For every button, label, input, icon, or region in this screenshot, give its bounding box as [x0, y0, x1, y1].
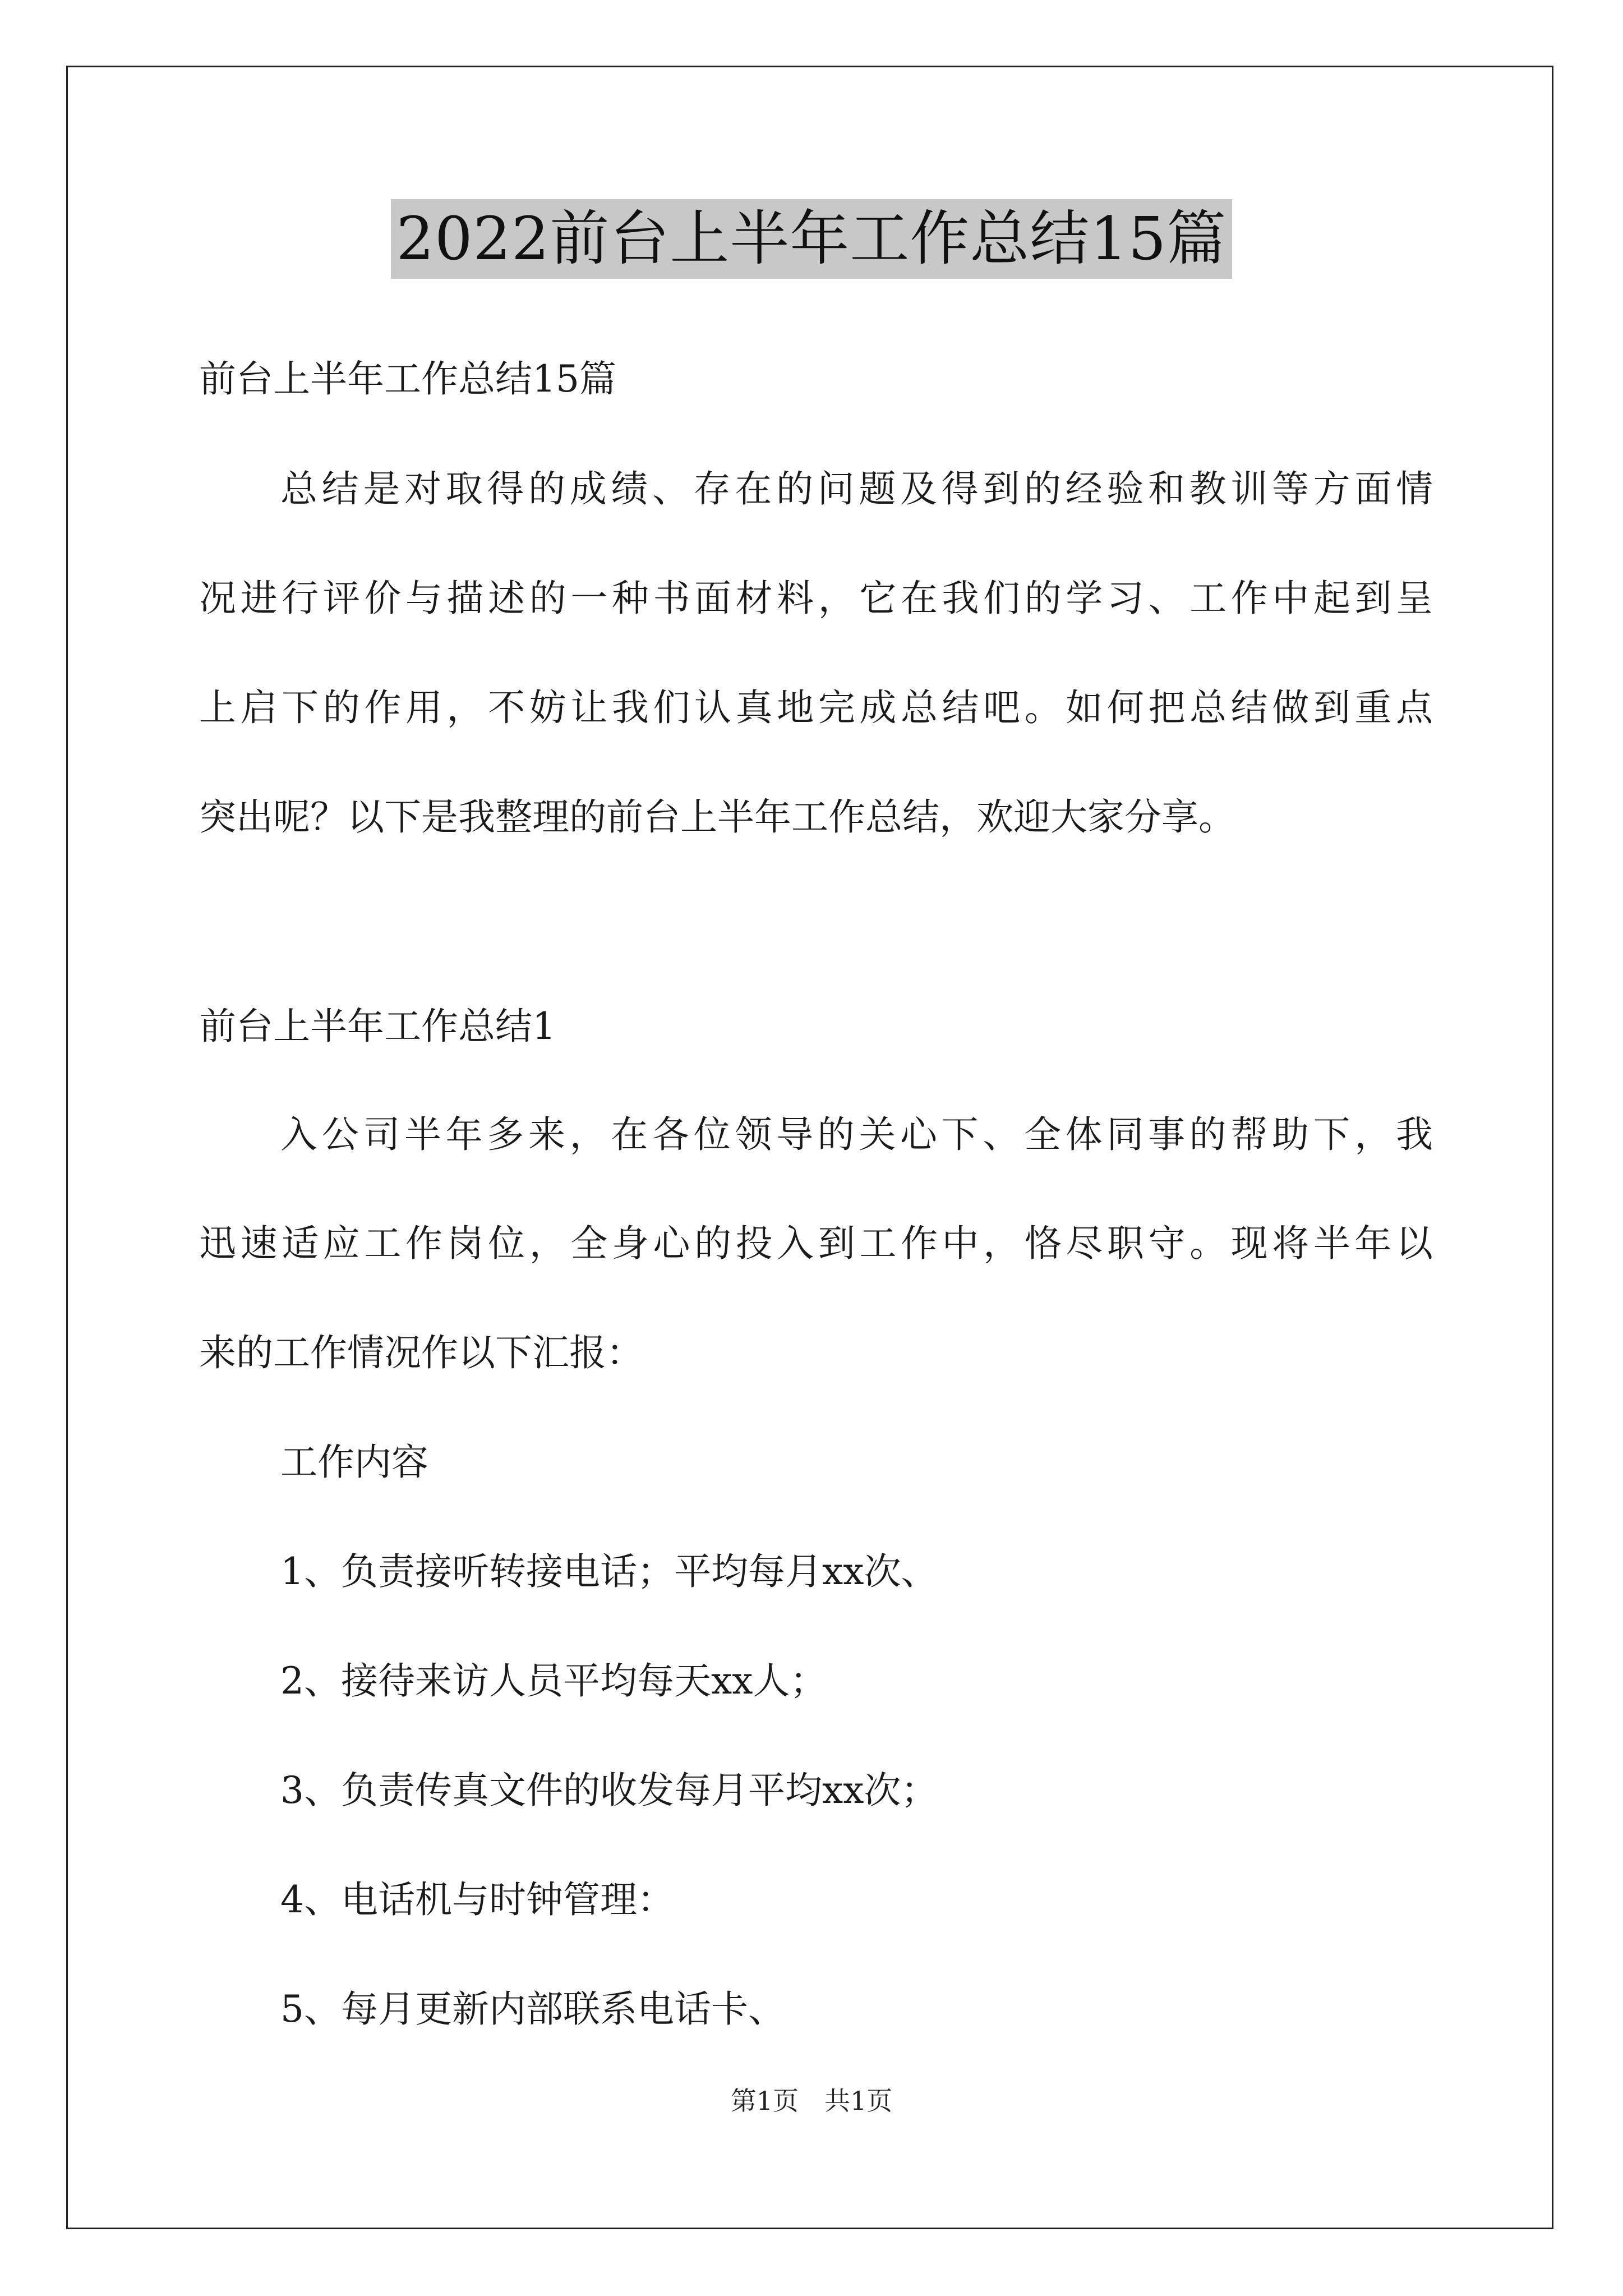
content-heading: 工作内容	[280, 1441, 428, 1484]
list-item: 4、电话机与时钟管理：	[280, 1878, 674, 1921]
list-item: 5、每月更新内部联系电话卡、	[280, 1987, 785, 2031]
list-item: 2、接待来访人员平均每天xx人；	[280, 1659, 827, 1703]
page-number-footer: 第1页 共1页	[730, 2086, 893, 2116]
intro-line-2: 况进行评价与描述的一种书面材料，它在我们的学习、工作中起到呈	[199, 577, 1433, 620]
intro-line-4: 突出呢？以下是我整理的前台上半年工作总结，欢迎大家分享。	[199, 795, 1235, 839]
list-item: 3、负责传真文件的收发每月平均xx次；	[280, 1769, 938, 1812]
section-paragraph-line-1: 入公司半年多来，在各位领导的关心下、全体同事的帮助下，我	[280, 1113, 1433, 1156]
document-subtitle: 前台上半年工作总结15篇	[199, 357, 616, 401]
document-title: 2022前台上半年工作总结15篇	[391, 199, 1233, 279]
list-item: 1、负责接听转接电话；平均每月xx次、	[280, 1550, 938, 1593]
section-paragraph-line-3: 来的工作情况作以下汇报：	[199, 1331, 643, 1374]
section-heading: 前台上半年工作总结1	[199, 1005, 556, 1048]
intro-line-1: 总结是对取得的成绩、存在的问题及得到的经验和教训等方面情	[280, 467, 1433, 510]
title-container	[0, 199, 1623, 279]
section-paragraph-line-2: 迅速适应工作岗位，全身心的投入到工作中，恪尽职守。现将半年以	[199, 1222, 1433, 1265]
intro-line-3: 上启下的作用，不妨让我们认真地完成总结吧。如何把总结做到重点	[199, 686, 1433, 729]
